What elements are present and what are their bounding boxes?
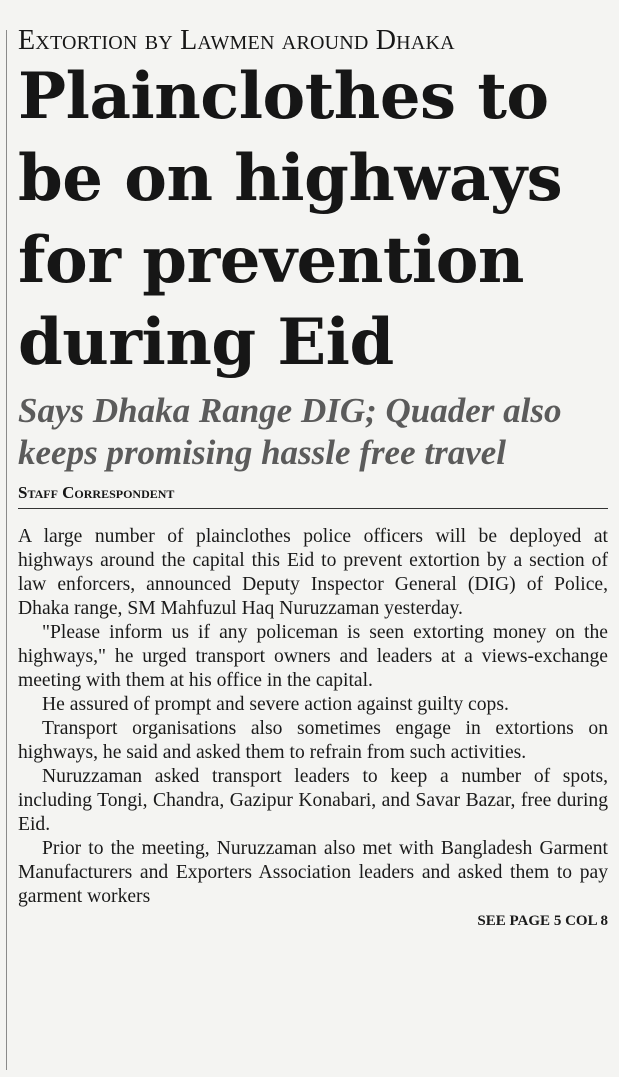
deck <box>18 390 608 474</box>
headline-line: be on highways <box>18 141 563 216</box>
headline <box>18 56 608 384</box>
paragraph: He assured of prompt and severe action against guilty cops. <box>42 694 509 715</box>
headline-line: during Eid <box>18 305 394 380</box>
continued-jump-line: SEE PAGE 5 COL 8 <box>477 913 608 929</box>
headline-line: for prevention <box>18 223 524 298</box>
paragraph: "Please inform us if any policeman is seen extorting money on the highways," he urged transport owners and leaders at a views-exchange meeting with them at his office in the capital. <box>18 622 608 691</box>
kicker: Extortion by Lawmen around Dhaka <box>18 25 455 56</box>
deck-line: Says Dhaka Range DIG; Quader also <box>18 391 562 430</box>
paragraph: Prior to the meeting, Nuruzzaman also met with Bangladesh Garment Manufacturers and Exporters Association leaders and asked them to pay garment workers <box>18 838 608 907</box>
paragraph: Nuruzzaman asked transport leaders to keep a number of spots, including Tongi, Chandra, Gazipur Konabari, and Savar Bazar, free during Eid. <box>18 766 608 835</box>
paragraph: A large number of plainclothes police officers will be deployed at highways around the capital this Eid to prevent extortion by a section of law enforcers, announced Deputy Inspector General (DIG) of Police, Dhaka range, SM Mahfuzul Haq Nuruzzaman yesterday. <box>18 526 608 619</box>
article-body <box>18 525 608 909</box>
byline: Staff Correspondent <box>18 482 608 509</box>
paragraph: Transport organisations also sometimes engage in extortions on highways, he said and asked them to refrain from such activities. <box>18 718 608 763</box>
headline-line: Plainclothes to <box>18 59 549 134</box>
column-rule <box>6 30 7 1070</box>
deck-line: keeps promising hassle free travel <box>18 433 507 472</box>
article <box>18 22 608 931</box>
